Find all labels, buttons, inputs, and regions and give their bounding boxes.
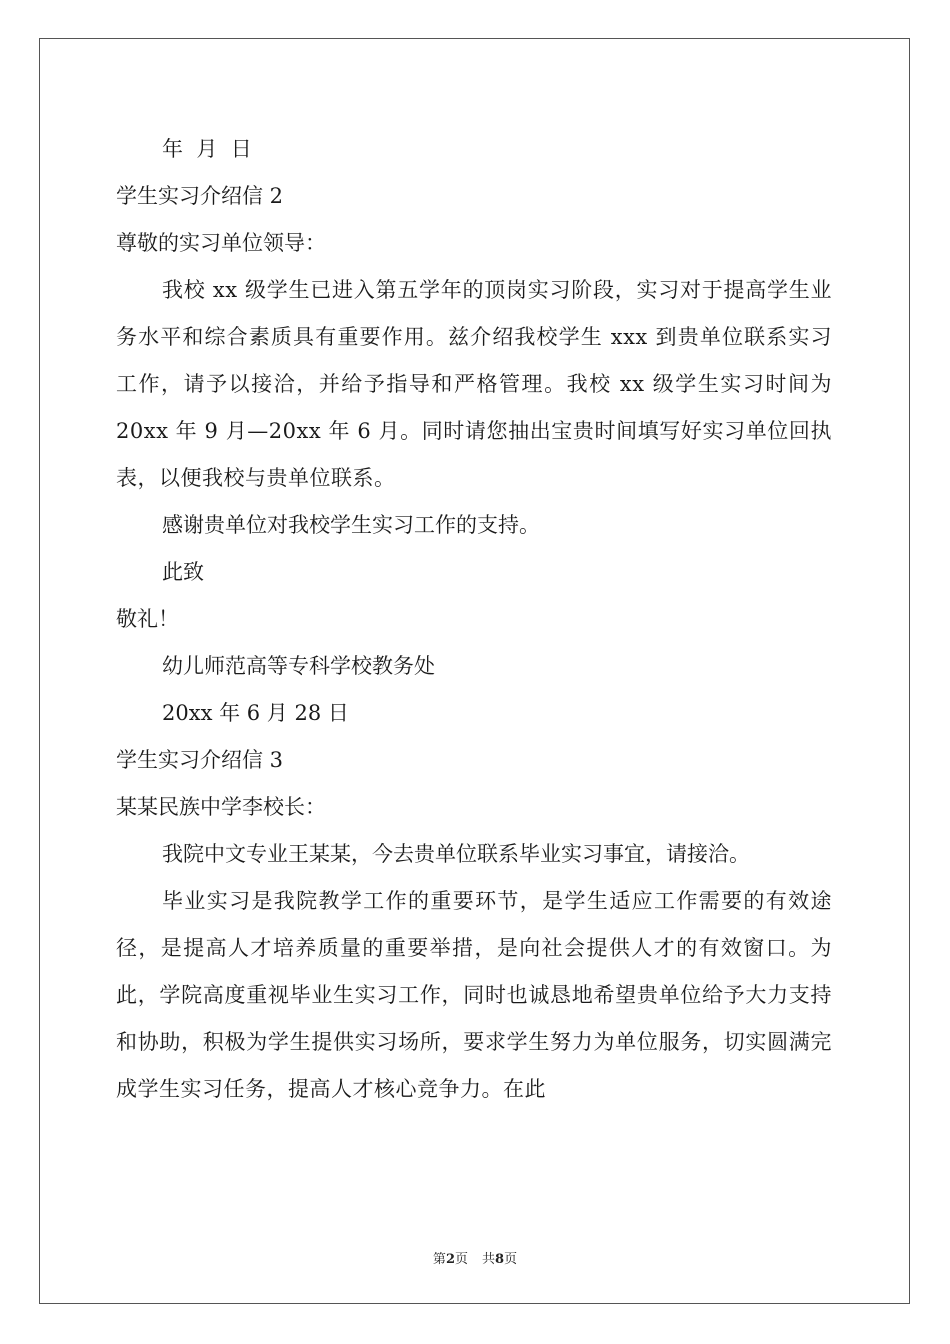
page-prefix: 第 bbox=[432, 1252, 446, 1267]
page-current: 2 bbox=[445, 1252, 455, 1267]
letter2-title: 学生实习介绍信 2 bbox=[116, 184, 284, 208]
page-total: 8 bbox=[495, 1252, 505, 1267]
letter3-body: 毕业实习是我院教学工作的重要环节，是学生适应工作需要的有效途径，是提高人才培养质量的重要举措，是向社会提供人才的有效窗口。为此，学院高度重视毕业生实习工作，同时也诚恳地希望贵单位给予大力支持和协助，积极为学生提供实习场所，要求学生努力为单位服务，切实圆满完成学生实习任务，提高人才核心竞争力。在此 bbox=[116, 889, 832, 1101]
letter2-closing-2: 敬礼！ bbox=[116, 607, 179, 631]
page-footer bbox=[0, 1248, 950, 1267]
letter3-intro: 我院中文专业王某某，今去贵单位联系毕业实习事宜，请接洽。 bbox=[162, 842, 750, 866]
page-suffix: 页 bbox=[454, 1252, 468, 1267]
letter2-salutation: 尊敬的实习单位领导： bbox=[116, 231, 326, 255]
letter3-salutation: 某某民族中学李校长： bbox=[116, 795, 326, 819]
letter2-date: 20xx 年 6 月 28 日 bbox=[162, 701, 349, 725]
total-prefix: 共 bbox=[482, 1252, 496, 1267]
total-suffix: 页 bbox=[504, 1252, 518, 1267]
document-body bbox=[116, 126, 832, 1113]
letter3-title: 学生实习介绍信 3 bbox=[116, 748, 284, 772]
letter2-signer: 幼儿师范高等专科学校教务处 bbox=[162, 654, 435, 678]
letter2-thanks: 感谢贵单位对我校学生实习工作的支持。 bbox=[162, 513, 540, 537]
date-line: 年 月 日 bbox=[162, 137, 252, 161]
letter2-body: 我校 xx 级学生已进入第五学年的顶岗实习阶段，实习对于提高学生业务水平和综合素质具有重要作用。兹介绍我校学生 xxx 到贵单位联系实习工作，请予以接洽，并给予指导和严格管理。我校 xx 级学生实习时间为 20xx 年 9 月—20xx 年 6 月。同时请您抽出宝贵时间填写好实习单位回执表，以便我校与贵单位联系。 bbox=[116, 278, 832, 490]
letter2-closing-1: 此致 bbox=[162, 560, 204, 584]
